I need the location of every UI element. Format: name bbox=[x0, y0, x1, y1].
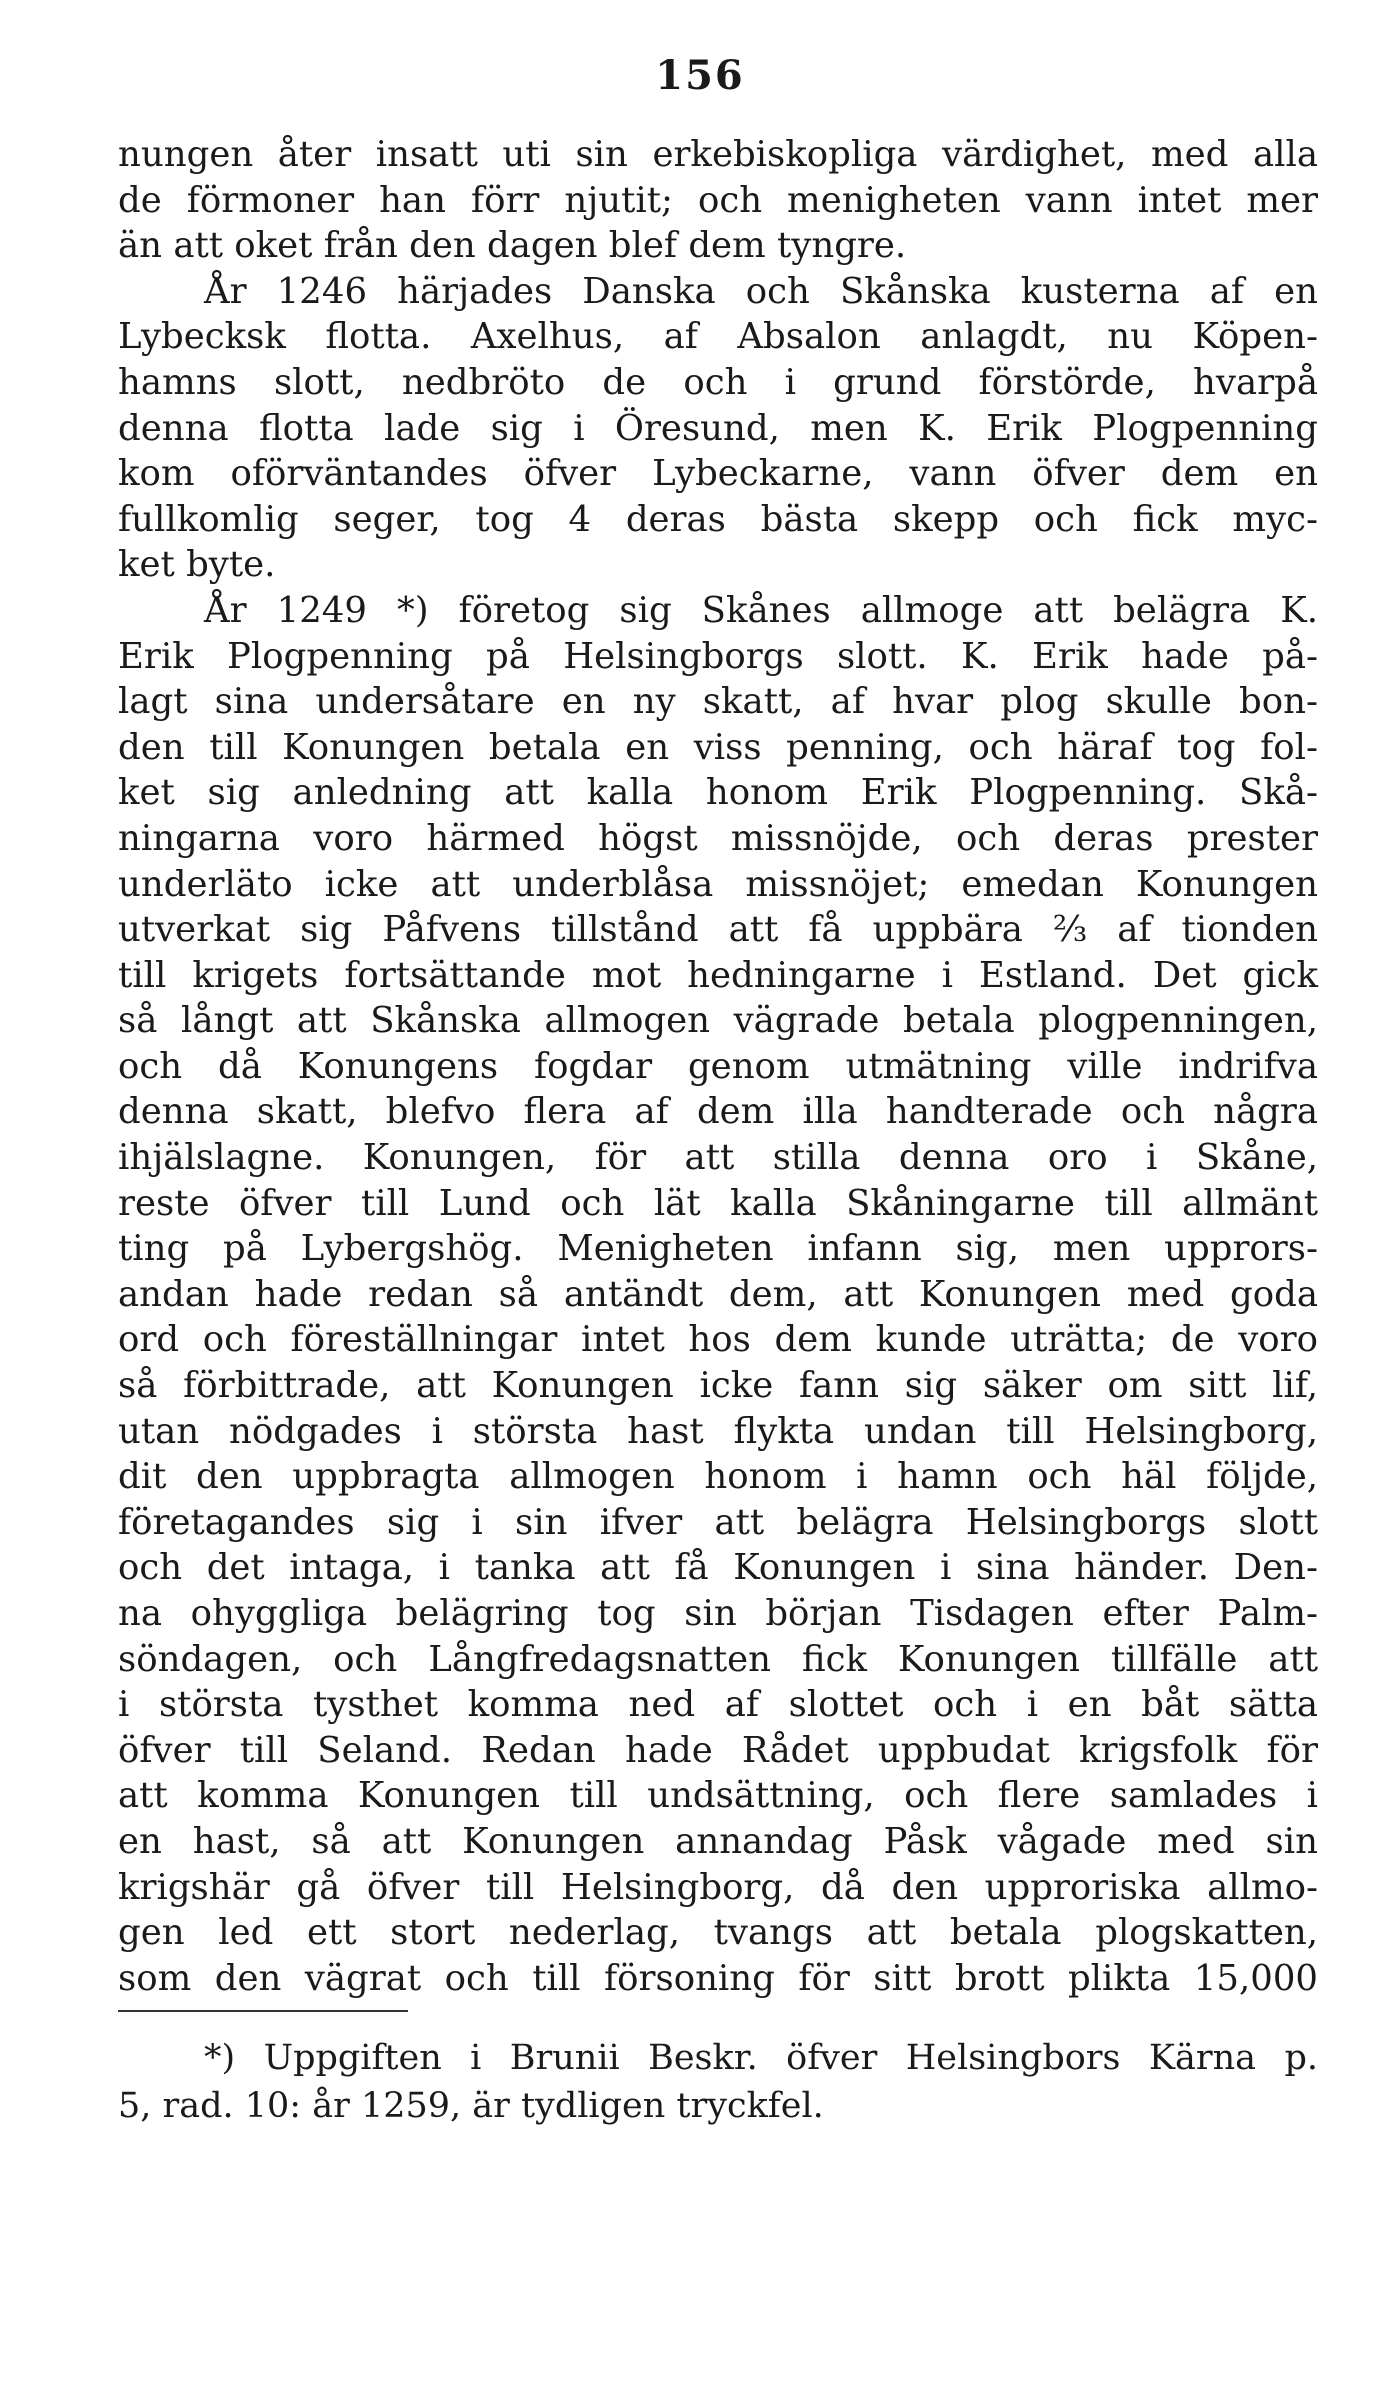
text-line: så långt att Skånska allmogen vägrade betala plogpenningen, bbox=[118, 1000, 1318, 1042]
footnote bbox=[118, 2034, 1318, 2130]
text-line: Lybecksk flotta. Axelhus, af Absalon anlagdt, nu Köpen- bbox=[118, 316, 1318, 358]
footnote-divider bbox=[118, 2010, 408, 2012]
text-line: denna flotta lade sig i Öresund, men K. Erik Plogpenning bbox=[118, 407, 1318, 449]
text-line: andan hade redan så antändt dem, att Konungen med goda bbox=[118, 1273, 1318, 1315]
text-line: en hast, så att Konungen annandag Påsk vågade med sin bbox=[118, 1820, 1318, 1862]
text-line: och då Konungens fogdar genom utmätning ville indrifva bbox=[118, 1045, 1318, 1087]
text-line: na ohyggliga belägring tog sin början Tisdagen efter Palm- bbox=[118, 1593, 1318, 1634]
text-line: gen led ett stort nederlag, tvangs att betala plogskatten, bbox=[118, 1912, 1318, 1954]
text-line: År 1249 *) företog sig Skånes allmoge att belägra K. bbox=[204, 589, 1318, 631]
text-line: än att oket från den dagen blef dem tyngre. bbox=[118, 225, 907, 267]
text-line: Erik Plogpenning på Helsingborgs slott. K. Erik hade på- bbox=[118, 635, 1318, 677]
text-line: ting på Lybergshög. Menigheten infann sig, men upprors- bbox=[118, 1228, 1318, 1270]
text-line: ket byte. bbox=[118, 544, 276, 586]
text-line: hamns slott, nedbröto de och i grund förstörde, hvarpå bbox=[118, 361, 1318, 403]
text-line: År 1246 härjades Danska och Skånska kusterna af en bbox=[204, 270, 1318, 312]
text-line: öfver till Seland. Redan hade Rådet uppbudat krigsfolk för bbox=[118, 1729, 1318, 1771]
page-number: 156 bbox=[655, 52, 745, 99]
text-line: nungen åter insatt uti sin erkebiskopliga värdighet, med alla bbox=[118, 134, 1318, 175]
text-line: reste öfver till Lund och lät kalla Skåningarne till allmänt bbox=[118, 1182, 1318, 1224]
text-line: ord och föreställningar intet hos dem kunde uträtta; de voro bbox=[118, 1319, 1318, 1361]
text-line: att komma Konungen till undsättning, och flere samlades i bbox=[118, 1775, 1318, 1817]
text-line: kom oförväntandes öfver Lybeckarne, vann öfver dem en bbox=[118, 453, 1318, 495]
text-line: underläto icke att underblåsa missnöjet; emedan Konungen bbox=[118, 863, 1318, 905]
text-line: denna skatt, blefvo flera af dem illa handterade och några bbox=[118, 1091, 1318, 1133]
text-line: till krigets fortsättande mot hedningarne i Estland. Det gick bbox=[118, 954, 1318, 996]
text-line: så förbittrade, att Konungen icke fann sig säker om sitt lif, bbox=[118, 1365, 1318, 1407]
text-line: utverkat sig Påfvens tillstånd att få uppbära ⅔ af tionden bbox=[118, 909, 1318, 951]
footnote-line: 5, rad. 10: år 1259, är tydligen tryckfel. bbox=[118, 2086, 824, 2126]
text-line: söndagen, och Långfredagsnatten fick Konungen tillfälle att bbox=[118, 1638, 1318, 1680]
text-line: i största tysthet komma ned af slottet och i en båt sätta bbox=[118, 1684, 1318, 1726]
text-line: den till Konungen betala en viss penning, och häraf tog fol- bbox=[118, 726, 1318, 768]
text-line: företagandes sig i sin ifver att belägra Helsingborgs slott bbox=[118, 1501, 1318, 1543]
text-line: ket sig anledning att kalla honom Erik Plogpenning. Skå- bbox=[118, 772, 1318, 814]
text-line: och det intaga, i tanka att få Konungen i sina händer. Den- bbox=[118, 1547, 1318, 1589]
footnote-line: *) Uppgiften i Brunii Beskr. öfver Helsingbors Kärna p. bbox=[204, 2038, 1318, 2078]
text-line: lagt sina undersåtare en ny skatt, af hvar plog skulle bon- bbox=[118, 681, 1318, 723]
text-line: krigshär gå öfver till Helsingborg, då den upproriska allmo- bbox=[118, 1866, 1318, 1908]
text-line: de förmoner han förr njutit; och menigheten vann intet mer bbox=[118, 179, 1318, 221]
text-line: dit den uppbragta allmogen honom i hamn och häl följde, bbox=[118, 1456, 1318, 1498]
text-line: ningarna voro härmed högst missnöjde, och deras prester bbox=[118, 817, 1318, 859]
text-line: ihjälslagne. Konungen, för att stilla denna oro i Skåne, bbox=[118, 1137, 1318, 1179]
text-line: fullkomlig seger, tog 4 deras bästa skepp och fick myc- bbox=[118, 498, 1318, 540]
main-text bbox=[118, 132, 1318, 2001]
text-line: som den vägrat och till försoning för sitt brott plikta 15,000 bbox=[118, 1957, 1318, 1999]
text-line: utan nödgades i största hast flykta undan till Helsingborg, bbox=[118, 1410, 1318, 1452]
